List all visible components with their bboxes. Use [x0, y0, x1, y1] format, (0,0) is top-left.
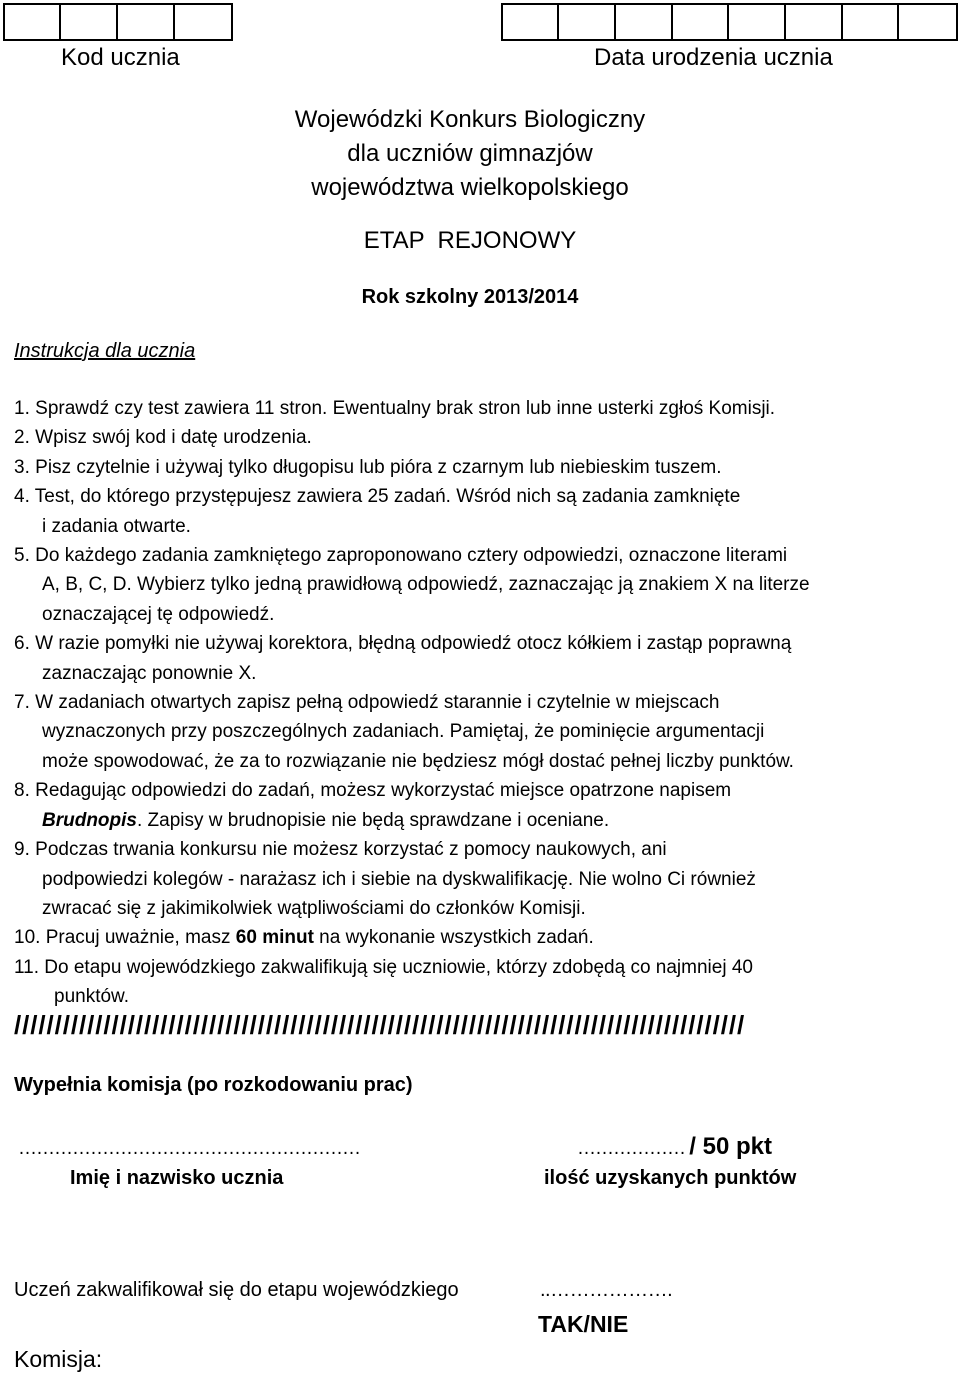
list-item: 5. Do każdego zadania zamkniętego zaproponowano cztery odpowiedzi, oznaczone literami A, B, C, D. Wybierz tylko jedną prawidłową odpowiedź, zaznaczając ją znakiem X na literze oznaczającej tę odpowiedź.	[14, 545, 810, 625]
qualification-text: Uczeń zakwalifikował się do etapu wojewódzkiego	[14, 1279, 459, 1301]
student-name-label: Imię i nazwisko ucznia	[70, 1167, 284, 1189]
list-item: 3. Pisz czytelnie i używaj tylko długopisu lub pióra z czarnym lub niebieskim tuszem.	[14, 456, 722, 478]
birth-box[interactable]	[729, 5, 786, 39]
code-box[interactable]	[118, 5, 175, 39]
divider-line: //////////////////////////////////////////////////////////////////////////////////////////	[14, 1010, 746, 1040]
list-item: 8. Redagując odpowiedzi do zadań, możesz wykorzystać miejsce opatrzone napisem Brudnopis. Zapisy w brudnopisie nie będą sprawdzane i oceniane.	[14, 780, 732, 831]
code-box[interactable]	[5, 5, 61, 39]
student-code-boxes	[3, 3, 233, 41]
student-name-field[interactable]: …………………………………………………	[18, 1138, 360, 1159]
student-code-label: Kod ucznia	[61, 44, 180, 71]
birth-box[interactable]	[673, 5, 729, 39]
qualification-field[interactable]: ..……………….	[540, 1279, 673, 1301]
qualification-options: TAK/NIE	[538, 1311, 629, 1337]
points-input-dots[interactable]: ………………	[577, 1138, 690, 1159]
birth-date-label: Data urodzenia ucznia	[594, 44, 833, 71]
committee-heading: Wypełnia komisja (po rozkodowaniu prac)	[14, 1074, 413, 1096]
contest-title	[200, 103, 740, 205]
title-line-2: dla uczniów gimnazjów	[347, 140, 593, 167]
birth-box[interactable]	[899, 5, 956, 39]
code-box[interactable]	[175, 5, 231, 39]
title-line-1: Wojewódzki Konkurs Biologiczny	[294, 106, 646, 133]
points-max: / 50 pkt	[689, 1133, 772, 1160]
code-box[interactable]	[61, 5, 118, 39]
birth-box[interactable]	[503, 5, 559, 39]
birth-date-boxes	[501, 3, 958, 41]
school-year: Rok szkolny 2013/2014	[361, 286, 579, 308]
list-item: 7. W zadaniach otwartych zapisz pełną odpowiedź starannie i czytelnie w miejscach wyznaczonych przy poszczególnych zadaniach. Pamiętaj, że pominięcie argumentacji może spowodować, że za to rozwiązanie nie będziesz mógł dostać pełnej liczby punktów.	[14, 692, 794, 772]
stage-title: ETAP REJONOWY	[363, 227, 577, 254]
instructions-heading: Instrukcja dla ucznia	[14, 340, 196, 362]
birth-box[interactable]	[616, 5, 673, 39]
list-item: 9. Podczas trwania konkursu nie możesz korzystać z pomocy naukowych, ani podpowiedzi kolegów - narażasz ich i siebie na dyskwalifikację. Nie wolno Ci również zwracać się z jakimikolwiek wątpliwościami do członków Komisji.	[14, 839, 756, 919]
list-item: 4. Test, do którego przystępujesz zawiera 25 zadań. Wśród nich są zadania zamknięte i zadania otwarte.	[14, 486, 741, 537]
title-line-3: województwa wielkopolskiego	[311, 174, 629, 201]
birth-box[interactable]	[559, 5, 616, 39]
points-label: ilość uzyskanych punktów	[544, 1167, 797, 1189]
list-item: 6. W razie pomyłki nie używaj korektora, błędną odpowiedź otocz kółkiem i zastąp poprawną zaznaczając ponownie X.	[14, 633, 792, 684]
birth-box[interactable]	[786, 5, 843, 39]
list-item: 1. Sprawdź czy test zawiera 11 stron. Ewentualny brak stron lub inne usterki zgłoś Komisji.	[14, 398, 776, 419]
list-item: 11. Do etapu wojewódzkiego zakwalifikują się uczniowie, którzy zdobędą co najmniej 40 punktów.	[14, 956, 753, 1008]
commission-label: Komisja:	[14, 1346, 103, 1372]
list-item: 10. Pracuj uważnie, masz 60 minut na wykonanie wszystkich zadań.	[14, 927, 594, 949]
points-field	[577, 1133, 772, 1161]
birth-box[interactable]	[843, 5, 899, 39]
instructions-list	[14, 394, 944, 1012]
list-item: 2. Wpisz swój kod i datę urodzenia.	[14, 427, 312, 449]
